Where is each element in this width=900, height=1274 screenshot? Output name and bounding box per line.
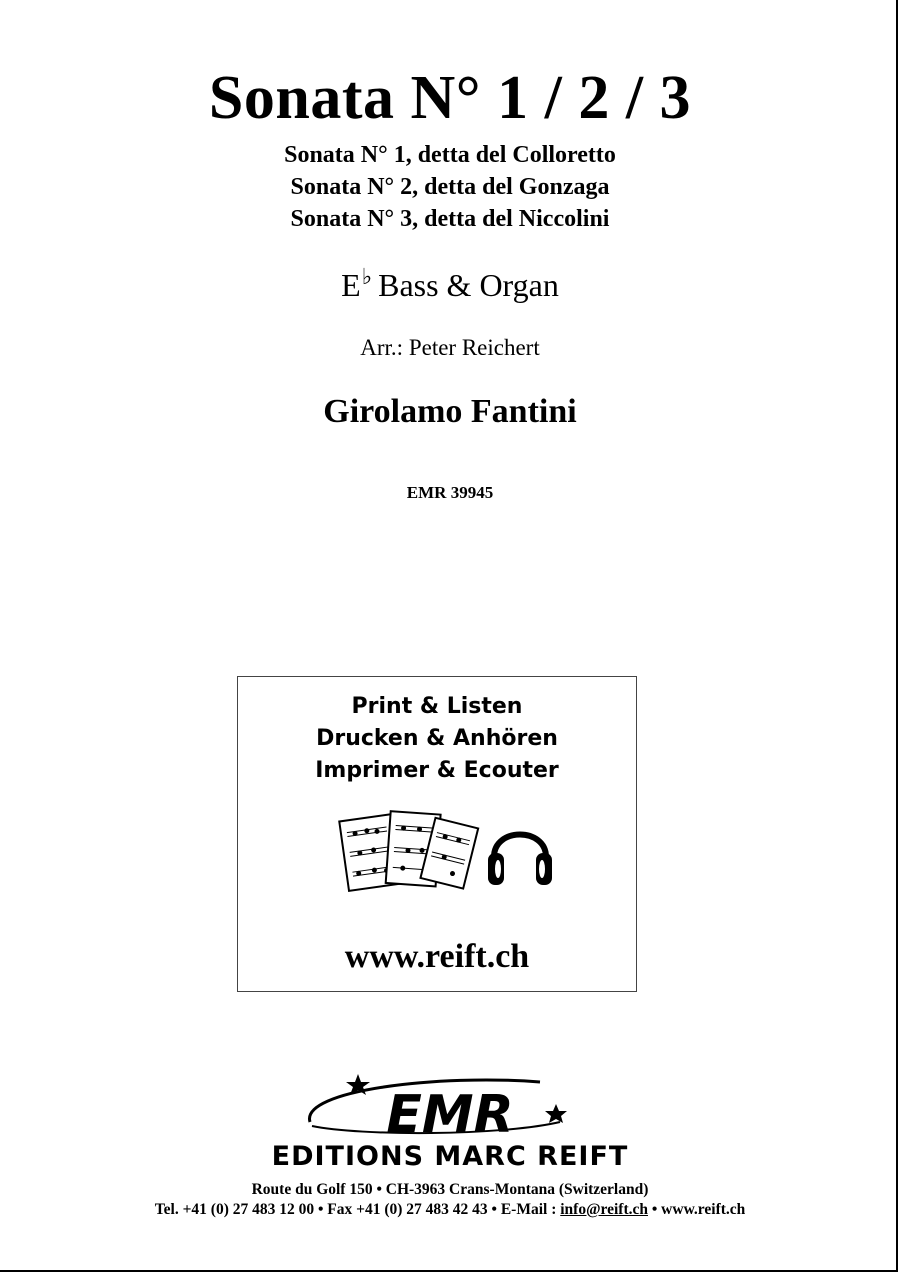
star-icon (545, 1104, 567, 1123)
promo-line-german: Drucken & Anhören (316, 726, 558, 751)
logo-wordmark (386, 1085, 513, 1145)
arranger: Arr.: Peter Reichert (360, 335, 540, 360)
email-link[interactable]: info@reift.ch (560, 1201, 648, 1218)
promo-icons (338, 807, 558, 897)
subtitle-sonata-2: Sonata N° 2, detta del Gonzaga (290, 174, 610, 200)
subtitle-sonata-3: Sonata N° 3, detta del Niccolini (290, 206, 610, 232)
main-title: Sonata N° 1 / 2 / 3 (208, 64, 692, 132)
instrument-rest: Bass & Organ (378, 267, 559, 303)
flat-accidental: ♭ (361, 264, 373, 289)
publisher-name: EDITIONS MARC REIFT (271, 1141, 629, 1172)
promo-line-french: Imprimer & Ecouter (315, 758, 559, 783)
promo-line-english: Print & Listen (351, 694, 523, 719)
contact-website: • www.reift.ch (648, 1201, 746, 1218)
contact-phone-fax: Tel. +41 (0) 27 483 12 00 • Fax +41 (0) 27 483 42 43 • E-Mail : (154, 1201, 561, 1218)
subtitle-sonata-1: Sonata N° 1, detta del Colloretto (284, 142, 616, 168)
sheet-music-icon (339, 811, 478, 891)
contact-line (0, 1199, 900, 1221)
logo-text: EMR (386, 1085, 514, 1145)
instrument-note: E (341, 267, 361, 303)
website-link[interactable]: www.reift.ch (344, 938, 530, 975)
headphones-icon (488, 835, 552, 886)
address-line: Route du Golf 150 • CH-3963 Crans-Montana (Switzerland) (251, 1181, 649, 1198)
instrumentation (0, 265, 900, 309)
composer: Girolamo Fantini (323, 393, 577, 430)
catalog-number: EMR 39945 (406, 483, 494, 502)
subtitle-list (0, 139, 900, 235)
print-listen-box (237, 676, 637, 992)
